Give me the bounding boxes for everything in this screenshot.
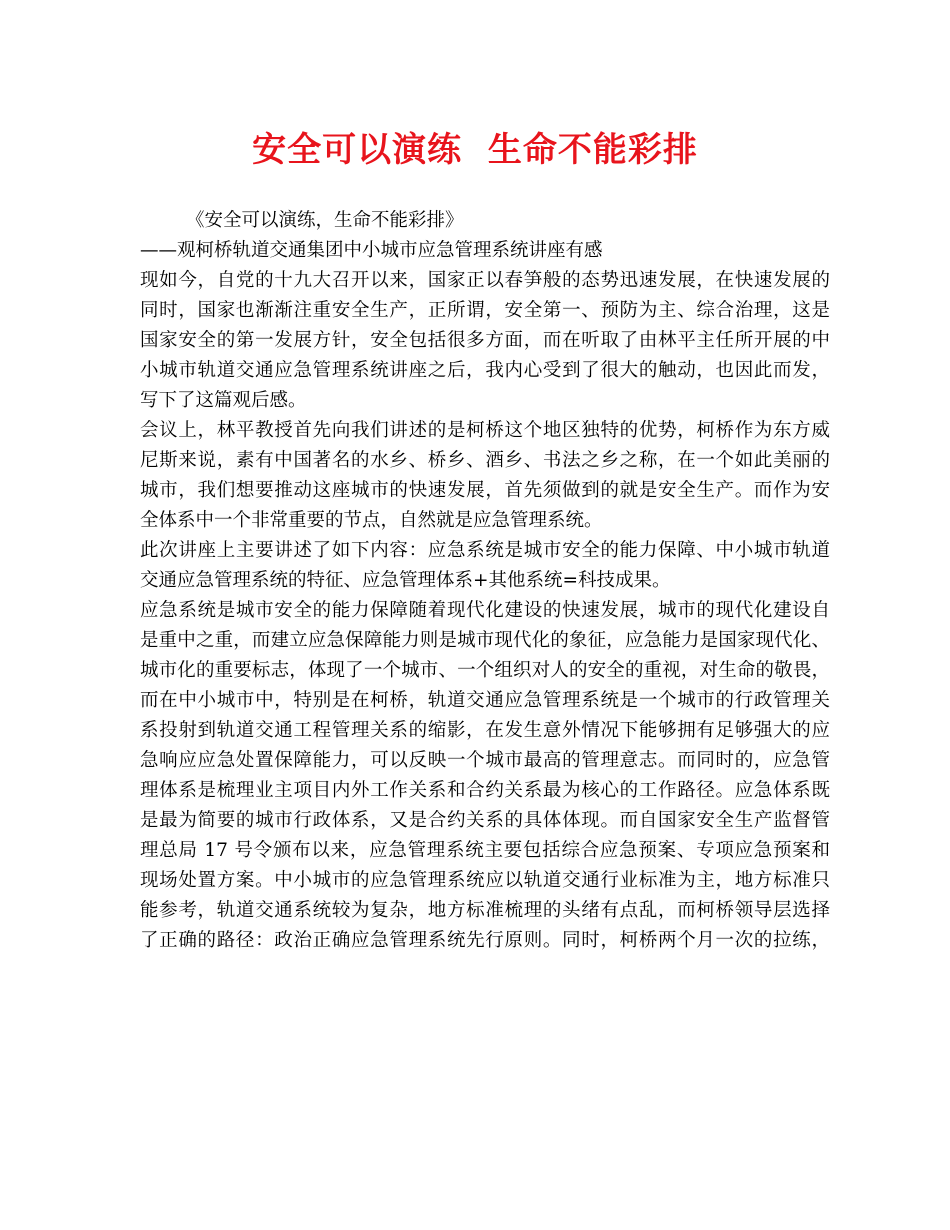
paragraph-line: 系投射到轨道交通工程管理关系的缩影，在发生意外情况下能够拥有足够强大的应 xyxy=(140,720,830,741)
paragraph-line: 《安全可以演练，生命不能彩排》 xyxy=(186,210,464,231)
paragraph-line: 小城市轨道交通应急管理系统讲座之后，我内心受到了很大的触动，也因此而发， xyxy=(140,360,830,381)
paragraph-line: 理总局 17 号令颁布以来，应急管理系统主要包括综合应急预案、专项应急预案和 xyxy=(140,840,830,861)
paragraph-line: 交通应急管理系统的特征、应急管理体系+其他系统=科技成果。 xyxy=(140,570,671,591)
paragraph-line: 此次讲座上主要讲述了如下内容：应急系统是城市安全的能力保障、中小城市轨道 xyxy=(140,540,830,561)
paragraph-line: 城市，我们想要推动这座城市的快速发展，首先须做到的就是安全生产。而作为安 xyxy=(140,480,830,501)
paragraph-line: 是重中之重，而建立应急保障能力则是城市现代化的象征，应急能力是国家现代化、 xyxy=(140,630,830,651)
paragraph-line: 现场处置方案。中小城市的应急管理系统应以轨道交通行业标准为主，地方标准只 xyxy=(140,870,830,891)
paragraph-line: 会议上，林平教授首先向我们讲述的是柯桥这个地区独特的优势，柯桥作为东方威 xyxy=(140,420,830,441)
paragraph-line: 尼斯来说，素有中国著名的水乡、桥乡、酒乡、书法之乡之称，在一个如此美丽的 xyxy=(140,450,830,471)
paragraph-line: 能参考，轨道交通系统较为复杂，地方标准梳理的头绪有点乱，而柯桥领导层选择 xyxy=(140,900,830,921)
paragraph-line: 是最为简要的城市行政体系，又是合约关系的具体体现。而自国家安全生产监督管 xyxy=(140,810,830,831)
paragraph-line: 急响应应急处置保障能力，可以反映一个城市最高的管理意志。而同时的，应急管 xyxy=(140,750,830,771)
paragraph-line: 国家安全的第一发展方针，安全包括很多方面，而在听取了由林平主任所开展的中 xyxy=(140,330,830,351)
paragraph-line: 应急系统是城市安全的能力保障随着现代化建设的快速发展，城市的现代化建设自 xyxy=(140,600,830,621)
document-title: 安全可以演练 生命不能彩排 xyxy=(252,130,698,170)
paragraph-line: ——观柯桥轨道交通集团中小城市应急管理系统讲座有感 xyxy=(140,240,603,261)
paragraph-line: 理体系是梳理业主项目内外工作关系和合约关系最为核心的工作路径。应急体系既 xyxy=(140,780,830,801)
document-body xyxy=(140,206,830,956)
paragraph-line: 全体系中一个非常重要的节点，自然就是应急管理系统。 xyxy=(140,510,603,531)
paragraph-line: 写下了这篇观后感。 xyxy=(140,390,307,411)
paragraph-line: 现如今，自党的十九大召开以来，国家正以春笋般的态势迅速发展，在快速发展的 xyxy=(140,270,830,291)
paragraph-line: 城市化的重要标志，体现了一个城市、一个组织对人的安全的重视，对生命的敬畏， xyxy=(140,660,830,681)
paragraph-line: 而在中小城市中，特别是在柯桥，轨道交通应急管理系统是一个城市的行政管理关 xyxy=(140,690,830,711)
paragraph-line: 了正确的路径：政治正确应急管理系统先行原则。同时，柯桥两个月一次的拉练， xyxy=(140,930,830,951)
paragraph-line: 同时，国家也渐渐注重安全生产，正所谓，安全第一、预防为主、综合治理，这是 xyxy=(140,300,830,321)
